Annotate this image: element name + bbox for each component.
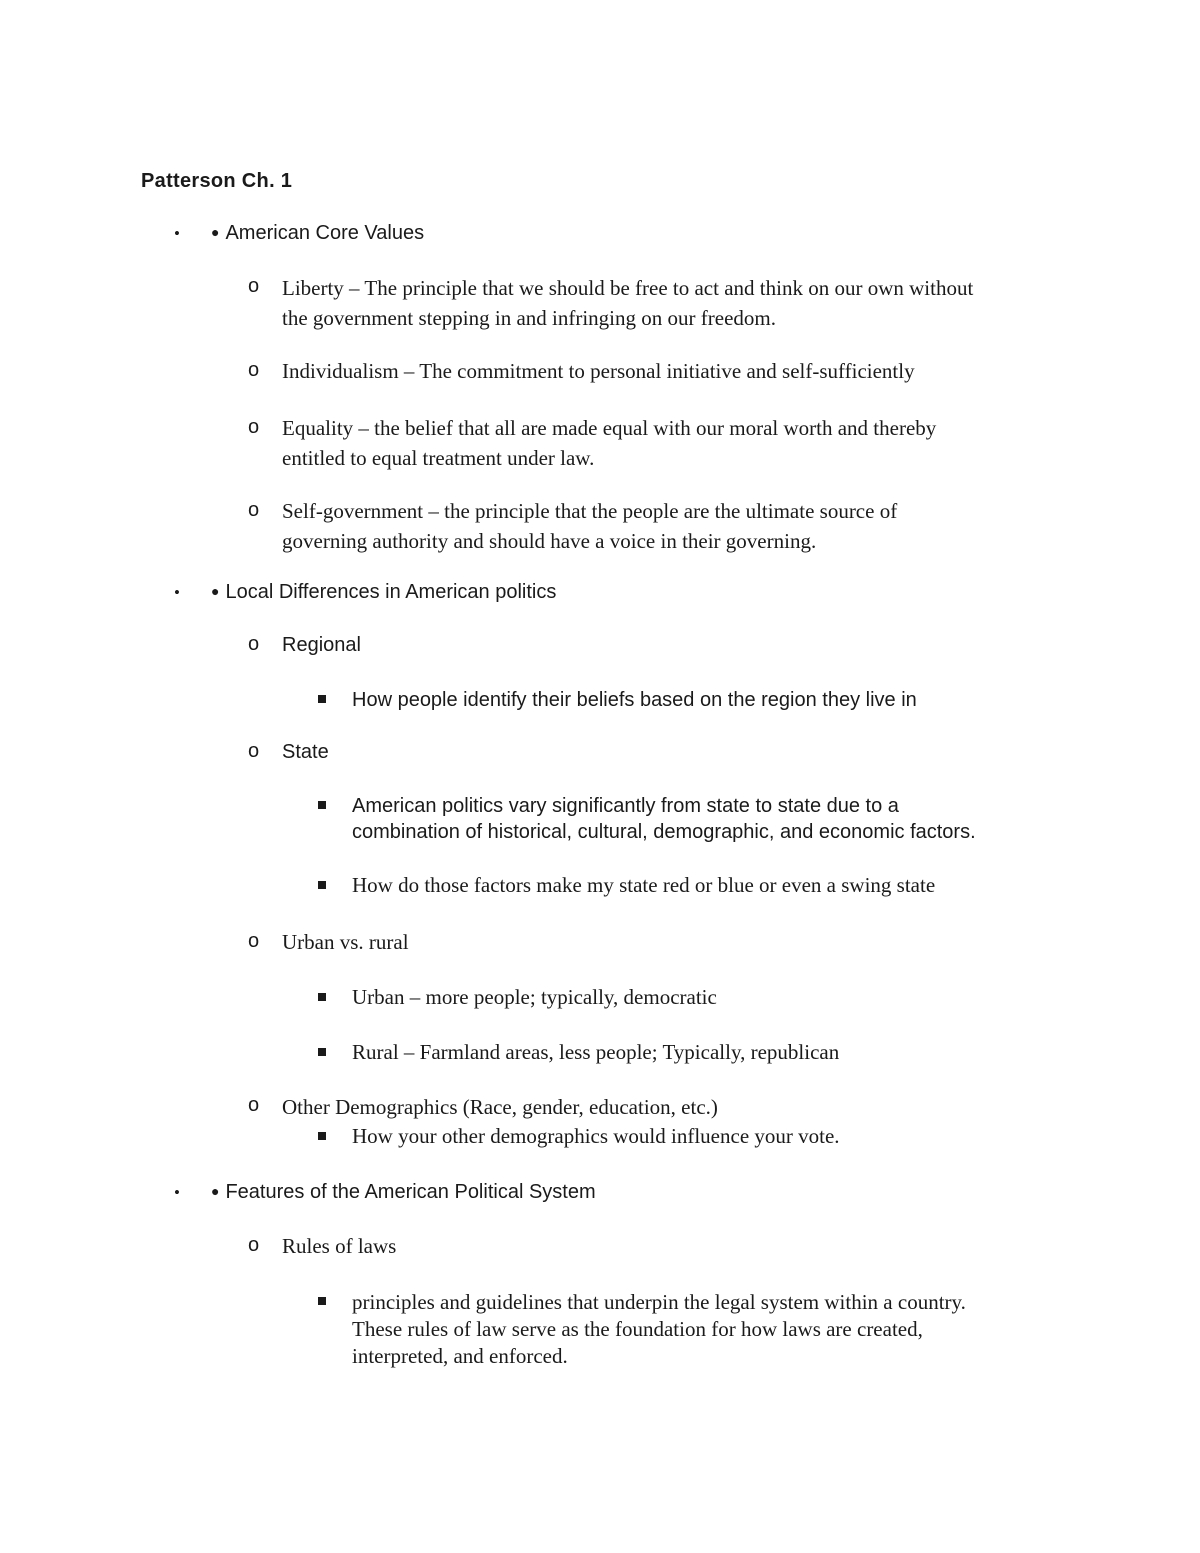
circle-marker: o xyxy=(248,499,260,521)
list-item-state-factors: How do those factors make my state red or blue or even a swing state xyxy=(352,873,936,897)
square-marker xyxy=(318,881,326,889)
list-item-urban: Urban – more people; typically, democratic xyxy=(352,985,717,1009)
list-item-individualism: Individualism – The commitment to personal initiative and self-sufficiently xyxy=(282,359,915,383)
square-marker xyxy=(318,1297,326,1305)
circle-marker: o xyxy=(248,359,260,381)
square-marker xyxy=(318,695,326,703)
list-item-state-detail: American politics vary significantly from state to state due to a combination of historical, cultural, demographic, and economic factors. xyxy=(352,795,976,843)
bullet-marker: • xyxy=(174,583,180,602)
circle-marker: o xyxy=(248,275,260,297)
bullet-marker: • xyxy=(174,1183,180,1202)
document-title: Patterson Ch. 1 xyxy=(141,170,293,192)
circle-marker: o xyxy=(248,633,260,655)
dot-marker: ● xyxy=(211,583,220,599)
list-item-regional-detail: How people identify their beliefs based on the region they live in xyxy=(352,689,917,711)
list-item-other-demographics-detail: How your other demographics would influence your vote. xyxy=(352,1124,840,1148)
list-item-rules-of-laws: Rules of laws xyxy=(282,1234,397,1258)
square-marker xyxy=(318,801,326,809)
list-item-regional: Regional xyxy=(282,634,361,656)
list-item-rules-of-laws-detail: principles and guidelines that underpin the legal system within a country. These rules of law serve as the foundation for how laws are created, interpreted, and enforced. xyxy=(352,1290,966,1368)
section-heading-core-values: ● American Core Values xyxy=(211,222,425,244)
square-marker xyxy=(318,1048,326,1056)
circle-marker: o xyxy=(248,740,260,762)
list-item-rural: Rural – Farmland areas, less people; Typically, republican xyxy=(352,1040,840,1064)
square-marker xyxy=(318,1132,326,1140)
square-marker xyxy=(318,993,326,1001)
section-heading-local-differences: ● Local Differences in American politics xyxy=(211,581,557,603)
bullet-marker: • xyxy=(174,224,180,243)
list-item-urban-rural: Urban vs. rural xyxy=(282,930,409,954)
circle-marker: o xyxy=(248,1234,260,1256)
list-item-state: State xyxy=(282,741,329,763)
dot-marker: ● xyxy=(211,1183,220,1199)
list-item-equality: Equality – the belief that all are made equal with our moral worth and thereby entitled to equal treatment under law. xyxy=(282,416,937,470)
circle-marker: o xyxy=(248,930,260,952)
list-item-liberty: Liberty – The principle that we should be free to act and think on our own without the government stepping in and infringing on our freedom. xyxy=(282,276,974,330)
section-heading-features: ● Features of the American Political System xyxy=(211,1181,596,1203)
dot-marker: ● xyxy=(211,224,220,240)
list-item-self-government: Self-government – the principle that the people are the ultimate source of governing authority and should have a voice in their governing. xyxy=(282,499,898,553)
circle-marker: o xyxy=(248,416,260,438)
circle-marker: o xyxy=(248,1094,260,1116)
list-item-other-demographics: Other Demographics (Race, gender, education, etc.) xyxy=(282,1095,718,1119)
